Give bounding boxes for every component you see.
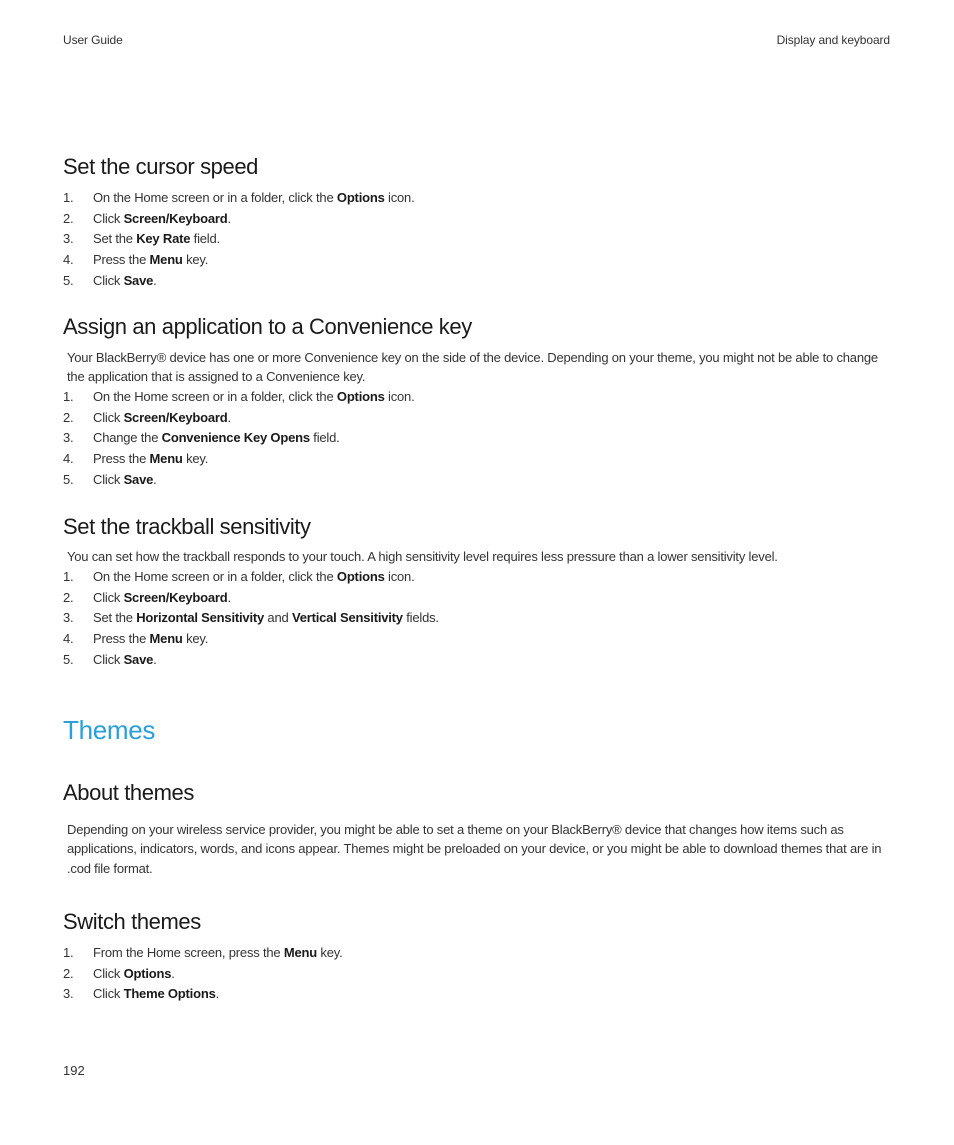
step-text: . [227,409,231,425]
ui-term: Menu [149,252,183,268]
step-number: 2. [63,965,74,981]
heading-switch-themes: Switch themes [63,909,201,934]
ui-term: Options [123,965,172,981]
step-number: 4. [63,451,74,467]
step-number: 5. [63,651,74,667]
step-text: key. [182,252,209,268]
ui-term: Options [336,190,385,205]
step-text: From the Home screen, press the [93,945,284,960]
ui-term: Horizontal Sensitivity [136,610,265,626]
step-text: Set the [93,610,137,626]
step-text: Click [93,210,124,226]
step-text: Click [93,589,124,605]
step-text: icon. [384,190,415,205]
page-number: 192 [63,1063,85,1078]
step-text: . [153,471,157,487]
step-text: . [227,589,231,605]
ui-term: Key Rate [136,231,191,247]
ui-term: Screen/Keyboard [123,589,228,605]
heading-about-themes: About themes [63,780,194,805]
list-item [63,250,883,271]
list-item [63,629,883,650]
step-text: field. [309,430,340,446]
list-item [63,470,883,491]
step-number: 1. [63,190,74,205]
ui-term: Options [336,389,385,404]
ui-term: Options [336,569,385,584]
step-text: Click [93,651,124,667]
ui-term: Screen/Keyboard [123,210,228,226]
list-item [63,943,883,964]
step-text: Set the [93,231,137,247]
step-text: field. [190,231,220,247]
step-number: 3. [63,231,74,247]
list-item [63,588,883,609]
list-item [63,229,883,250]
running-header-left: User Guide [63,33,123,47]
step-text: Press the [93,252,150,268]
step-number: 2. [63,210,74,226]
step-text: On the Home screen or in a folder, click the [93,389,337,404]
step-text: Press the [93,451,150,467]
heading-trackball-sensitivity: Set the trackball sensitivity [63,514,311,539]
step-number: 5. [63,471,74,487]
list-item [63,650,883,671]
steps-switch-themes [63,943,883,1005]
step-number: 2. [63,409,74,425]
list-item [63,449,883,470]
ui-term: Save [123,272,154,288]
step-number: 5. [63,272,74,288]
step-text: . [215,986,220,1002]
list-item [63,984,883,1005]
list-item [63,567,883,588]
ui-term: Screen/Keyboard [123,409,228,425]
list-item [63,271,883,292]
step-text: Click [93,965,124,981]
step-text: key. [182,631,209,647]
heading-set-cursor-speed: Set the cursor speed [63,154,259,179]
step-text: . [171,965,175,981]
step-text: fields. [402,610,439,626]
trackball-intro: You can set how the trackball responds to your touch. A high sensitivity level requires less pressure than a lower sensitivity level. [67,549,778,564]
step-text: Click [93,471,124,487]
ui-term: Theme Options [123,986,216,1002]
step-text: . [153,272,157,288]
step-number: 4. [63,631,74,647]
list-item [63,964,883,985]
step-number: 3. [63,610,74,626]
step-text: key. [182,451,209,467]
step-text: Press the [93,631,150,647]
heading-assign-convenience-key: Assign an application to a Convenience key [63,314,472,339]
chapter-heading-themes: Themes [63,715,156,745]
ui-term: Menu [149,451,183,467]
step-text: icon. [384,389,415,404]
step-number: 3. [63,430,74,446]
steps-convenience-key [63,387,883,490]
step-number: 2. [63,589,74,605]
convenience-intro: Your BlackBerry® device has one or more Convenience key on the side of the device. Depending on your theme, you might not be able to change the application that is assigned to a Convenience key. [67,350,878,385]
about-themes-body: Depending on your wireless service provider, you might be able to set a theme on your BlackBerry® device that changes how items such as applications, indicators, words, and icons appear. Themes might be preloaded on your device, or you might be able to download themes that are in .cod file format. [67,822,882,876]
list-item [63,428,883,449]
step-text: Click [93,986,124,1002]
step-text: key. [317,945,343,960]
ui-term: Vertical Sensitivity [291,610,403,626]
ui-term: Save [123,471,154,487]
step-number: 4. [63,252,74,268]
step-number: 1. [63,945,74,960]
steps-trackball-sensitivity [63,567,883,670]
step-number: 1. [63,389,74,404]
list-item [63,608,883,629]
ui-term: Convenience Key Opens [161,430,310,446]
steps-cursor-speed [63,188,883,291]
running-header-right: Display and keyboard [776,33,890,47]
step-number: 3. [63,986,74,1002]
ui-term: Menu [149,631,183,647]
step-text: . [153,651,157,667]
step-text: On the Home screen or in a folder, click the [93,569,337,584]
step-text: Click [93,272,124,288]
step-text: Click [93,409,124,425]
ui-term: Save [123,651,154,667]
step-text: icon. [384,569,415,584]
step-text: . [227,210,231,226]
step-number: 1. [63,569,74,584]
step-text: Change the [93,430,162,446]
list-item [63,188,883,209]
ui-term: Menu [283,945,317,960]
list-item [63,408,883,429]
list-item [63,387,883,408]
list-item [63,209,883,230]
step-text: On the Home screen or in a folder, click the [93,190,337,205]
step-text: and [264,610,292,626]
